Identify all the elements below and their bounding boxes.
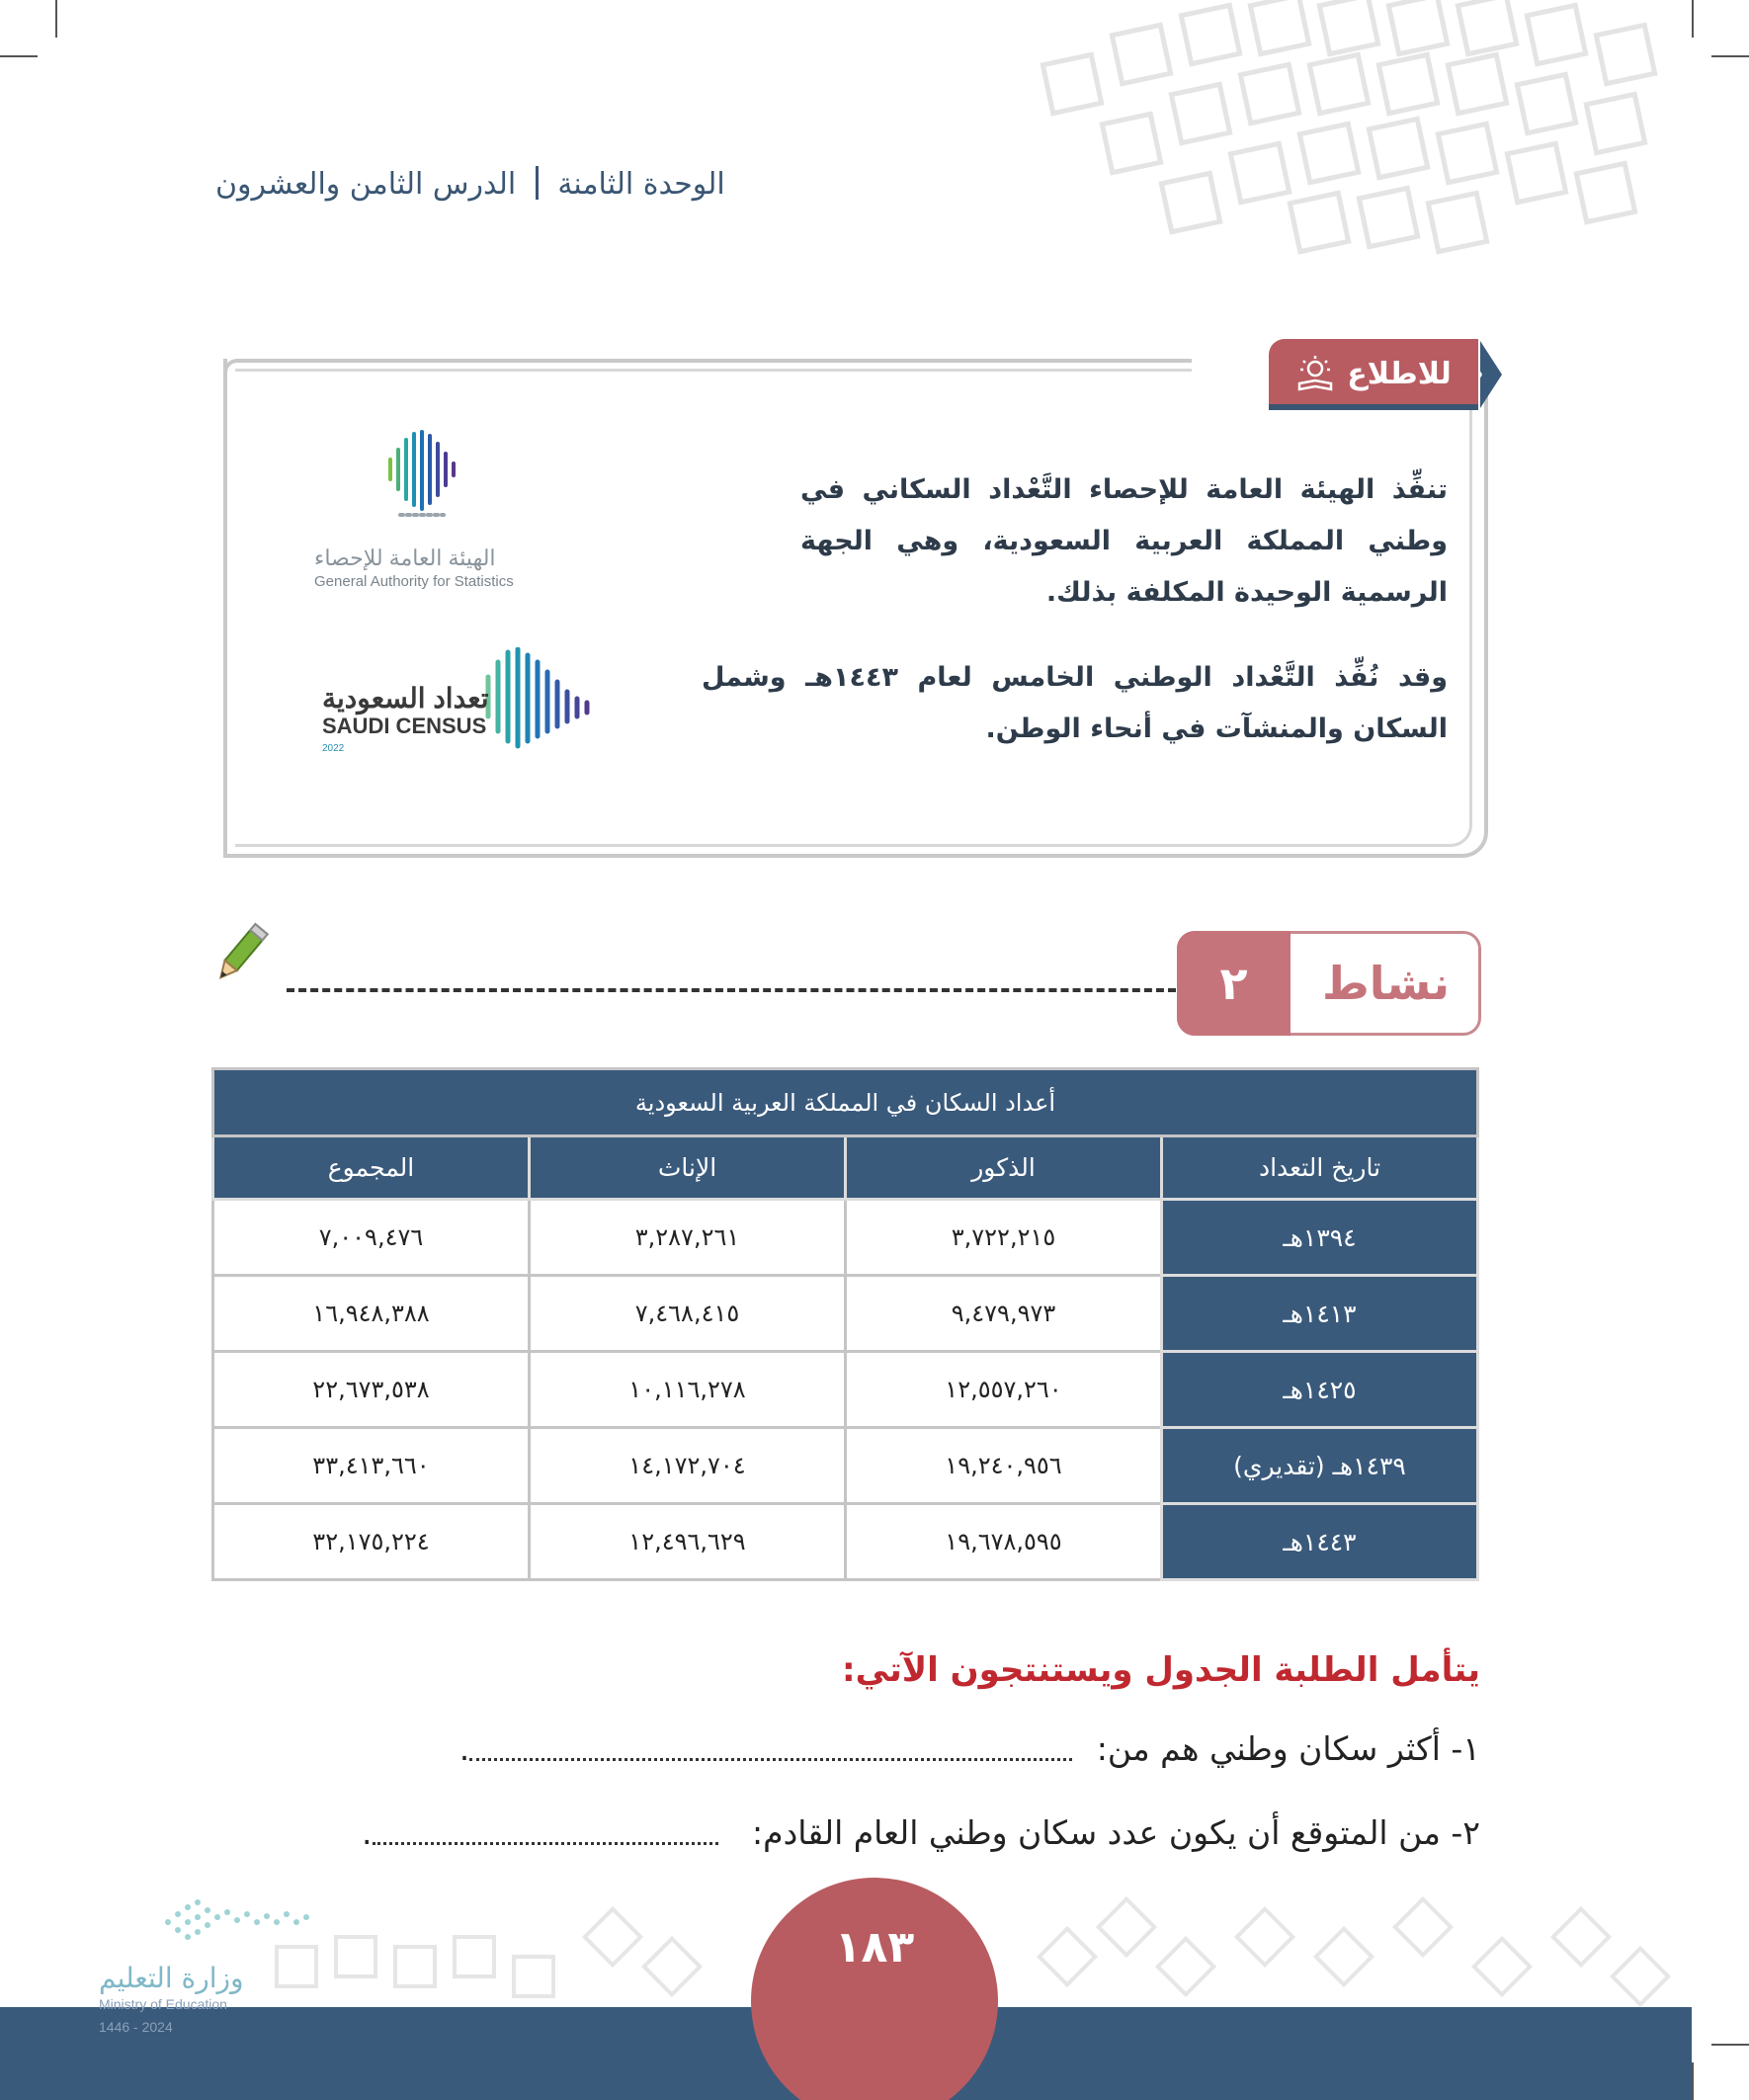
cell-total: ١٦,٩٤٨,٣٨٨ [213, 1276, 530, 1352]
table-row [213, 1504, 1478, 1580]
cell-males: ١٩,٢٤٠,٩٥٦ [846, 1428, 1162, 1504]
cell-total: ٢٢,٦٧٣,٥٣٨ [213, 1352, 530, 1428]
question-2: ٢- من المتوقع أن يكون عدد سكان وطني العام القادم: . [362, 1813, 1480, 1852]
cell-females: ١٠,١١٦,٢٧٨ [530, 1352, 846, 1428]
banner-underline [1269, 404, 1478, 410]
table-row [213, 1352, 1478, 1428]
cell-year: ١٤٤٣هـ [1162, 1504, 1478, 1580]
cell-year: ١٤١٣هـ [1162, 1276, 1478, 1352]
cell-year: ١٣٩٤هـ [1162, 1200, 1478, 1276]
cell-males: ٣,٧٢٢,٢١٥ [846, 1200, 1162, 1276]
info-banner [1269, 339, 1478, 408]
census-name-ar: تعداد السعودية [322, 683, 489, 714]
cell-females: ٧,٤٦٨,٤١٥ [530, 1276, 846, 1352]
ministry-name-ar: وزارة التعليم [99, 1962, 244, 1994]
question-1-text: ١- أكثر سكان وطني هم من: [1096, 1729, 1480, 1768]
chevron-left-icon [1480, 341, 1502, 408]
crop-mark [1711, 55, 1749, 57]
unit-title: الوحدة الثامنة [557, 167, 725, 202]
crop-mark [55, 0, 57, 38]
crop-mark [0, 55, 38, 57]
population-table [211, 1067, 1479, 1581]
crop-mark [1711, 2044, 1749, 2046]
cell-males: ١٢,٥٥٧,٢٦٠ [846, 1352, 1162, 1428]
cell-year: ١٤٢٥هـ [1162, 1352, 1478, 1428]
gastat-name-ar: الهيئة العامة للإحصاء [314, 546, 496, 570]
table-header-females: الإناث [530, 1136, 846, 1200]
table-header-total: المجموع [213, 1136, 530, 1200]
ministry-year: 2024 - 1446 [99, 2019, 173, 2035]
cell-females: ١٤,١٧٢,٧٠٤ [530, 1428, 846, 1504]
lesson-title: الدرس الثامن والعشرون [215, 167, 517, 202]
table-row [213, 1276, 1478, 1352]
answer-line-1[interactable] [469, 1741, 1072, 1761]
cell-males: ٩,٤٧٩,٩٧٣ [846, 1276, 1162, 1352]
ministry-logo-icon [158, 1892, 326, 1952]
crop-mark [1692, 2062, 1694, 2100]
questions-title: يتأمل الطلبة الجدول ويستنتجون الآتي: [842, 1650, 1480, 1690]
header-separator [536, 166, 539, 200]
decorative-pattern [1028, 0, 1709, 277]
census-name-en: SAUDI CENSUS [322, 714, 487, 738]
table-title: أعداد السكان في المملكة العربية السعودية [213, 1069, 1478, 1136]
cell-year: ١٤٣٩هـ (تقديري) [1162, 1428, 1478, 1504]
page-header [215, 166, 729, 202]
table-row [213, 1428, 1478, 1504]
cell-total: ٣٢,١٧٥,٢٢٤ [213, 1504, 530, 1580]
banner-label: للاطلاع [1347, 356, 1452, 391]
table-header-males: الذكور [846, 1136, 1162, 1200]
activity-number: ٢ [1177, 931, 1291, 1036]
saudi-census-logo-icon [482, 647, 611, 756]
cell-males: ١٩,٦٧٨,٥٩٥ [846, 1504, 1162, 1580]
question-2-text: ٢- من المتوقع أن يكون عدد سكان وطني العام القادم: [752, 1813, 1480, 1852]
cell-total: ٧,٠٠٩,٤٧٦ [213, 1200, 530, 1276]
cell-females: ٣,٢٨٧,٢٦١ [530, 1200, 846, 1276]
info-paragraph-1: تنفِّذ الهيئة العامة للإحصاء التَّعْداد السكاني في وطني المملكة العربية السعودية، وهي الجهة الرسمية الوحيدة المكلفة بذلك. [800, 474, 1448, 608]
info-paragraph-2: وقد نُفِّذ التَّعْداد الوطني الخامس لعام ١٤٤٣هـ وشمل السكان والمنشآت في أنحاء الوطن. [702, 662, 1448, 744]
footer-bar-overlay-right [998, 2007, 1692, 2100]
gastat-name-en: General Authority for Statistics [314, 573, 514, 590]
question-1: ١- أكثر سكان وطني هم من: . [458, 1729, 1480, 1768]
pencil-icon [209, 921, 269, 990]
activity-dashed-line [287, 988, 1176, 992]
gastat-logo-icon [380, 430, 469, 529]
activity-label: نشاط [1321, 957, 1451, 1010]
page-number: ١٨٣ [834, 1922, 915, 1973]
ministry-name-en: Ministry of Education [99, 1996, 227, 2012]
table-header-year: تاريخ التعداد [1162, 1136, 1478, 1200]
cell-total: ٣٣,٤١٣,٦٦٠ [213, 1428, 530, 1504]
cell-females: ١٢,٤٩٦,٦٢٩ [530, 1504, 846, 1580]
table-row [213, 1200, 1478, 1276]
answer-line-2[interactable] [373, 1825, 718, 1845]
lightbulb-book-icon [1295, 354, 1335, 393]
census-year: 2022 [322, 743, 345, 754]
